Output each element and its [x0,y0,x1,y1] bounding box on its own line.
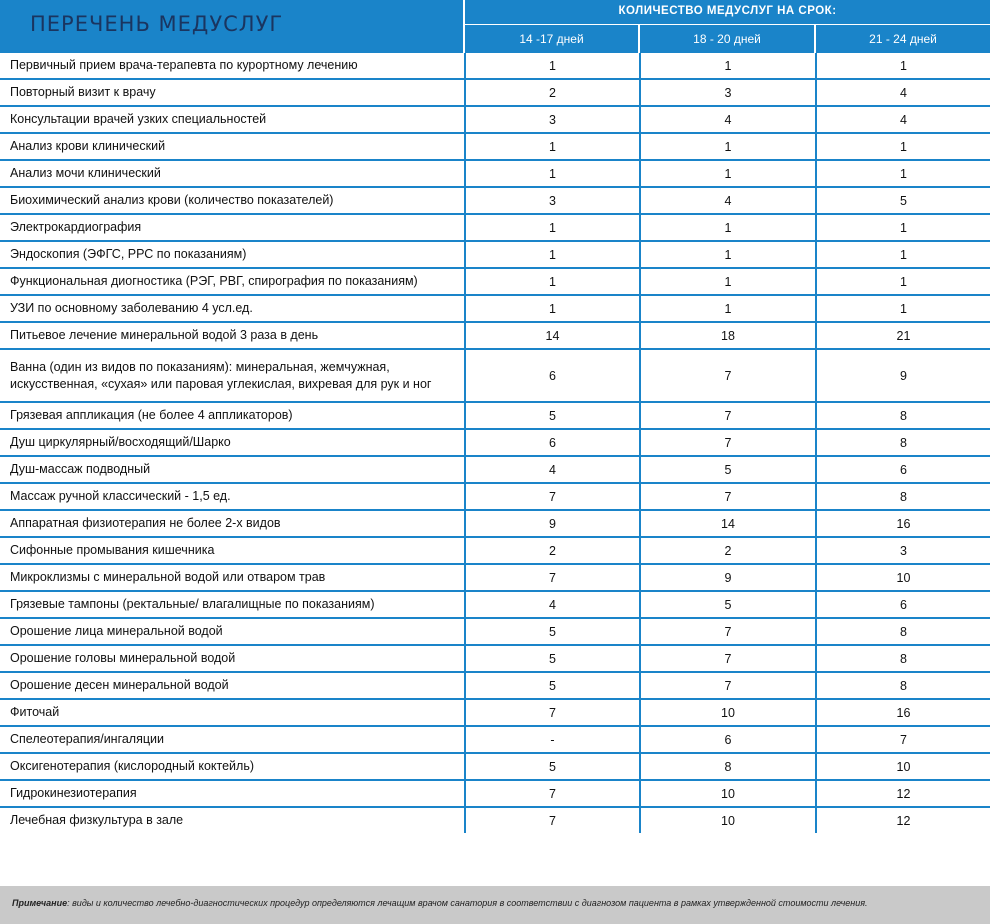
table-row [0,429,990,456]
service-name-text: Гидрокинезиотерапия [10,786,137,800]
service-name-text: Первичный прием врача-терапевта по курортному лечению [10,58,358,72]
header-group-label: КОЛИЧЕСТВО МЕДУСЛУГ НА СРОК: [618,5,837,17]
service-count: 1 [465,214,640,241]
service-name-text: Биохимический анализ крови (количество показателей) [10,193,334,207]
service-name [0,564,465,591]
service-name [0,402,465,429]
service-count: - [465,726,640,753]
service-name-text: Питьевое лечение минеральной водой 3 раза в день [10,328,319,342]
service-count: 7 [640,645,816,672]
service-name-text: Микроклизмы с минеральной водой или отваром трав [10,570,326,584]
table-row [0,106,990,133]
service-name-text: Душ циркулярный/восходящий/Шарко [10,435,231,449]
service-name [0,322,465,349]
service-count: 7 [640,618,816,645]
service-count: 1 [465,53,640,79]
service-count: 2 [640,537,816,564]
service-count: 5 [640,456,816,483]
service-count: 1 [465,295,640,322]
footer-text [12,898,868,908]
column-header-18-20: 18 - 20 дней [693,32,761,46]
service-name-text: Эндоскопия (ЭФГС, РРС по показаниям) [10,247,247,261]
service-count: 1 [640,160,816,187]
service-name [0,429,465,456]
service-name-text: Грязевые тампоны (ректальные/ влагалищные по показаниям) [10,597,375,611]
service-name [0,753,465,780]
service-name [0,591,465,618]
service-count: 1 [640,53,816,79]
service-name-text: Орошение десен минеральной водой [10,678,229,692]
table-row [0,483,990,510]
service-count: 4 [816,106,990,133]
service-count: 8 [640,753,816,780]
service-name-text: Ванна (один из видов по показаниям): минеральная, жемчужная, [10,359,390,374]
service-name-text: Орошение лица минеральной водой [10,624,223,638]
service-count: 10 [640,807,816,833]
service-name [0,268,465,295]
service-name [0,79,465,106]
page-title: ПЕРЕЧЕНЬ МЕДУСЛУГ [30,12,284,36]
column-header-21-24: 21 - 24 дней [869,32,937,46]
service-count: 3 [640,79,816,106]
service-name-text: Массаж ручной классический - 1,5 ед. [10,489,231,503]
service-name [0,349,465,402]
service-name [0,160,465,187]
service-name-text: Душ-массаж подводный [10,462,151,476]
service-count: 1 [640,241,816,268]
service-count: 7 [465,483,640,510]
table-row [0,214,990,241]
service-count: 8 [816,483,990,510]
service-count: 7 [640,429,816,456]
service-count: 1 [816,160,990,187]
service-count: 1 [816,214,990,241]
service-name [0,618,465,645]
service-name-text: Электрокардиография [10,220,142,234]
service-count: 7 [465,807,640,833]
service-count: 7 [465,564,640,591]
service-count: 1 [465,268,640,295]
service-count: 5 [465,753,640,780]
table-header [0,0,990,53]
table-row [0,53,990,79]
service-count: 3 [465,106,640,133]
service-name-text: УЗИ по основному заболеванию 4 усл.ед. [10,301,253,315]
service-name [0,510,465,537]
service-name-text: Фиточай [10,705,60,719]
service-name-text: Анализ мочи клинический [10,166,161,180]
service-name-text: Функциональная диогностика (РЭГ, РВГ, спирография по показаниям) [10,274,418,288]
service-count: 5 [465,672,640,699]
service-count: 14 [465,322,640,349]
service-count: 2 [465,537,640,564]
table-row [0,672,990,699]
service-count: 6 [816,456,990,483]
service-count: 1 [640,214,816,241]
service-count: 8 [816,618,990,645]
service-count: 5 [465,618,640,645]
service-name [0,537,465,564]
service-name [0,483,465,510]
service-count: 1 [900,58,907,73]
service-name-text: Лечебная физкультура в зале [10,813,184,827]
service-count: 6 [640,726,816,753]
service-name [0,807,465,833]
service-count: 1 [816,133,990,160]
service-count: 10 [640,699,816,726]
service-count: 4 [465,591,640,618]
service-count: 10 [816,564,990,591]
service-count: 1 [465,241,640,268]
table-row [0,268,990,295]
table-row [0,402,990,429]
footer-label: Примечание [12,898,68,908]
service-count: 1 [465,133,640,160]
service-count: 1 [640,268,816,295]
service-count: 1 [640,295,816,322]
service-count: 10 [640,780,816,807]
service-name [0,106,465,133]
service-count: 12 [816,807,990,833]
table-row [0,79,990,106]
service-count: 8 [816,672,990,699]
service-count: 7 [640,349,816,402]
service-name-text: Аппаратная физиотерапия не более 2-х видов [10,516,281,530]
service-count: 9 [465,510,640,537]
service-name [0,214,465,241]
table-row [0,699,990,726]
service-count: 16 [816,510,990,537]
service-count: 5 [640,591,816,618]
service-count: 10 [816,753,990,780]
column-header-14-17: 14 -17 дней [519,32,584,46]
service-count: 8 [816,402,990,429]
services-table [0,53,990,833]
service-count: 5 [465,402,640,429]
service-name [0,133,465,160]
table-row [0,537,990,564]
service-count: 1 [816,268,990,295]
service-count: 6 [816,591,990,618]
table-row [0,322,990,349]
service-count: 16 [816,699,990,726]
table-row [0,456,990,483]
service-count: 18 [640,322,816,349]
service-count: 5 [465,645,640,672]
service-count: 1 [816,295,990,322]
service-name [0,645,465,672]
table-row [0,187,990,214]
service-count: 9 [816,349,990,402]
table-row [0,295,990,322]
service-count: 7 [465,699,640,726]
service-name [0,53,465,79]
service-name-text-line2: искусственная, «сухая» или паровая углекислая, вихревая для рук и ног [10,376,432,391]
footer-body: : виды и количество лечебно-диагностических процедур определяются лечащим врачом санатория в соответствии с диагнозом пациента в рамках утвержденной стоимости лечения. [67,898,868,908]
service-count: 7 [640,402,816,429]
service-name-text: Анализ крови клинический [10,139,166,153]
service-name-text: Оксигенотерапия (кислородный коктейль) [10,759,254,773]
service-count: 4 [640,187,816,214]
service-name [0,295,465,322]
table-row [0,591,990,618]
table-row [0,726,990,753]
service-count: 8 [816,429,990,456]
table-row [0,618,990,645]
service-count: 4 [816,79,990,106]
service-name [0,780,465,807]
service-name [0,726,465,753]
service-count: 12 [816,780,990,807]
service-name [0,672,465,699]
service-count: 1 [816,241,990,268]
service-count: 1 [640,133,816,160]
service-count: 6 [465,429,640,456]
service-name-text: Орошение головы минеральной водой [10,651,236,665]
table-row [0,241,990,268]
service-count: 8 [816,645,990,672]
table-row [0,564,990,591]
table-row [0,807,990,833]
service-count: 4 [465,456,640,483]
service-name-text: Сифонные промывания кишечника [10,543,215,557]
service-count: 6 [465,349,640,402]
table-row [0,133,990,160]
service-name-text: Спелеотерапия/ингаляции [10,732,164,746]
service-name-text: Повторный визит к врачу [10,85,156,99]
table-row [0,753,990,780]
service-count: 2 [465,79,640,106]
service-count: 9 [640,564,816,591]
footer-note [0,886,990,924]
service-count: 14 [640,510,816,537]
service-name-text: Консультации врачей узких специальностей [10,112,267,126]
service-count: 7 [465,780,640,807]
service-count: 3 [816,537,990,564]
service-count: 7 [640,483,816,510]
service-name [0,456,465,483]
service-count: 4 [640,106,816,133]
service-count: 7 [816,726,990,753]
table-row [0,780,990,807]
table-row [0,349,990,402]
service-name [0,187,465,214]
header-rule [465,24,990,25]
service-count: 1 [465,160,640,187]
service-name [0,699,465,726]
table-row [0,510,990,537]
service-count: 21 [816,322,990,349]
table-row [0,160,990,187]
service-name [0,241,465,268]
service-name-text: Грязевая аппликация (не более 4 аппликаторов) [10,408,293,422]
service-count: 3 [465,187,640,214]
service-count: 7 [640,672,816,699]
table-row [0,645,990,672]
service-count: 5 [816,187,990,214]
